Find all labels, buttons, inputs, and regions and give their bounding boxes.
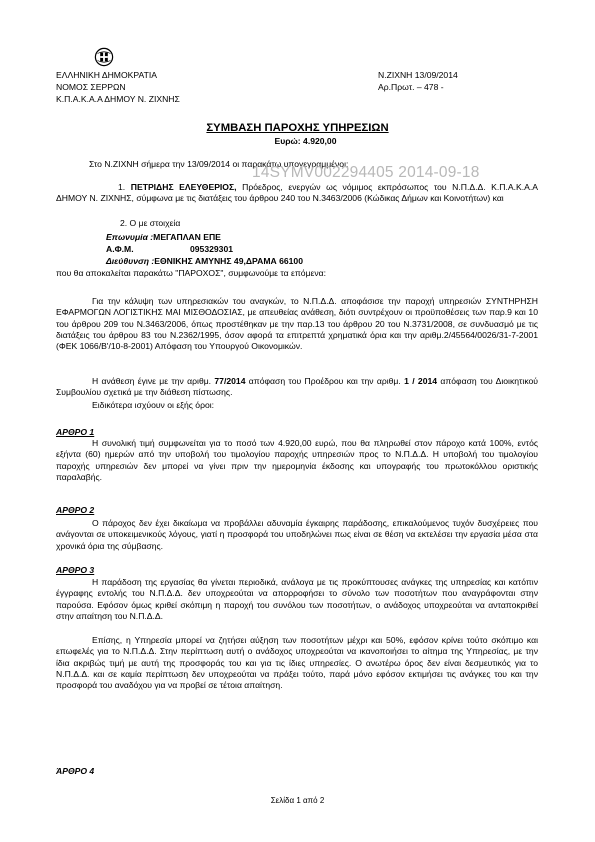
- preamble-paragraph-3: Ειδικότερα ισχύουν οι εξής όροι:: [92, 400, 215, 410]
- party-2-line: 2. Ο με στοιχεία: [120, 218, 181, 228]
- party-2-name-row: [106, 232, 221, 243]
- header-protocol-number: Αρ.Πρωτ. – 478 -: [378, 82, 444, 92]
- party-2-closing: που θα αποκαλείται παρακάτω "ΠΑΡΟΧΟΣ", συμφωνούμε τα επόμενα:: [56, 268, 327, 278]
- intro-line: Στο Ν.ΖΙΧΝΗ σήμερα την 13/09/2014 οι παρακάτω υπογεγραμμένοι:: [89, 159, 349, 169]
- page-number-footer: Σελίδα 1 από 2: [270, 796, 325, 805]
- header-date: Ν.ΖΙΧΝΗ 13/09/2014: [378, 70, 458, 80]
- article-2-paragraph: Ο πάροχος δεν έχει δικαίωμα να προβάλλει αδυναμία έγκαιρης παράδοσης, επικαλούμενος τυχόν δυσχέρειες που ανάγονται σε υποκειμενικούς λόγους, γιατί η προσφορά του υποδηλώνει πως είναι σε θέση να εκτελέσει την εργασία μέσα στα χρονικά όρια της σύμβασης.: [56, 518, 538, 551]
- afm-label: Α.Φ.Μ.: [106, 244, 134, 254]
- article-3-heading: ΑΡΘΡΟ 3: [56, 565, 95, 575]
- address-label: Διεύθυνση :: [106, 256, 155, 266]
- company-name-value: ΜΕΓΑΠΛΑΝ ΕΠΕ: [153, 232, 221, 242]
- party-2-address-row: [106, 256, 303, 267]
- party-2-afm-row: [106, 244, 233, 255]
- ada-watermark: 14SYMV002294405 2014-09-18: [252, 164, 480, 181]
- article-4-heading: ΆΡΘΡΟ 4: [56, 766, 95, 776]
- header-left-line-1: ΕΛΛΗΝΙΚΗ ΔΗΜΟΚΡΑΤΙΑ: [56, 70, 157, 80]
- company-name-label: Επωνυμία :: [106, 232, 154, 242]
- party-1-name: ΠΕΤΡΙΔΗΣ ΕΛΕΥΘΕΡΙΟΣ,: [130, 182, 237, 192]
- party-1-paragraph: 1. ΠΕΤΡΙΔΗΣ ΕΛΕΥΘΕΡΙΟΣ, Πρόεδρος, ενεργών ως νόμιμος εκπρόσωπος του Ν.Π.Δ.Δ. Κ.Π.Α.Κ.Α.Α ΔΗΜΟΥ Ν. ΖΙΧΝΗΣ, σύμφωνα με τις διατάξεις του άρθρου 240 του Ν.3463/2006 (Κώδικας Δήμων και Κοινοτήτων) και: [56, 182, 538, 204]
- document-title: ΣΥΜΒΑΣΗ ΠΑΡΟΧΗΣ ΥΠΗΡΕΣΙΩΝ: [206, 122, 389, 134]
- header-left-line-3: Κ.Π.Α.Κ.Α.Α ΔΗΜΟΥ Ν. ΖΙΧΝΗΣ: [56, 94, 180, 104]
- header-left-line-2: ΝΟΜΟΣ ΣΕΡΡΩΝ: [56, 82, 126, 92]
- article-1-heading: ΑΡΘΡΟ 1: [56, 427, 95, 437]
- contract-amount: Ευρώ: 4.920,00: [274, 136, 337, 146]
- greek-state-emblem-icon: [94, 47, 114, 67]
- address-value: ΕΘΝΙΚΗΣ ΑΜΥΝΗΣ 49,ΔΡΑΜΑ 66100: [154, 256, 303, 266]
- afm-value: 095329301: [190, 244, 234, 254]
- board-decision-number: 1 / 2014: [404, 376, 438, 386]
- article-3-paragraph-2: Επίσης, η Υπηρεσία μπορεί να ζητήσει αύξηση των ποσοτήτων μέχρι και 50%, εφόσον κρίνει τούτο σκόπιμο και επωφελές για το Ν.Π.Δ.Δ. Στην περίπτωση αυτή ο ανάδοχος υποχρεούται να ικανοποιήσει το αίτημα της Υπηρεσίας, με την ίδια ακριβώς τιμή με αυτή της προσφοράς του και για τις ίδιες υπηρεσίες. Ο ανωτέρω όρος δεν είναι δεσμευτικός για το Ν.Π.Δ.Δ. και σε καμία περίπτωση δεν υποχρεούται να πράξει τούτο, παρά μόνο εφόσον εκτιμήσει τις ανάγκες του και την προσφορά του αναδόχου για να προβεί σε τέτοια απαίτηση.: [56, 635, 538, 691]
- article-3-paragraph-1: Η παράδοση της εργασίας θα γίνεται περιοδικά, ανάλογα με τις προκύπτουσες ανάγκες της υπηρεσίας και κατόπιν έγγραφης εντολής του Ν.Π.Δ.Δ. δεν υποχρεούται να απορροφήσει το σύνολο των ποσοτήτων που αναγράφονται στην παρούσα. Εφόσον όμως κριθεί σκόπιμη η παροχή του συνόλου των ποσοτήτων, ο ανάδοχος υποχρεούται να ανταποκριθεί στην απαίτηση του Ν.Π.Δ.Δ.: [56, 577, 538, 621]
- article-1-paragraph: Η συνολική τιμή συμφωνείται για το ποσό των 4.920,00 ευρώ, που θα πληρωθεί στον πάροχο κατά 100%, εντός εξήντα (60) ημερών από την υποβολή του τιμολογίου παροχής υπηρεσιών προς το Ν.Π.Δ.Δ. Η υποβολή του τιμολογίου παροχής υπηρεσιών δεν μπορεί να γίνει πριν την ημερομηνία έκδοσης και υπογραφής του πρωτοκόλλου οριστικής παραλαβής.: [56, 438, 538, 482]
- preamble-paragraph-2: Η ανάθεση έγινε με την αριθμ. 77/2014 απόφαση του Προέδρου και την αριθμ. 1 / 2014 απόφαση του Διοικητικού Συμβουλίου σχετικά με την διάθεση πίστωσης.: [56, 376, 538, 398]
- preamble-paragraph-1: Για την κάλυψη των υπηρεσιακών του αναγκών, το Ν.Π.Δ.Δ. αποφάσισε την παροχή υπηρεσιών ΣΥΝΤΗΡΗΣΗ ΕΦΑΡΜΟΓΩΝ ΛΟΓΙΣΤΙΚΗΣ ΜΑΙ ΜΙΣΘΟΔΟΣΙΑΣ, με απευθείας ανάθεση, διότι συντρέχουν οι προϋποθέσεις των παρ.9 και 10 του άρθρου 209 του Ν.3463/2006, όπως προστέθηκαν με την παρ.13 του άρθρου 20 του Ν.3731/2008, σε συνδυασμό με τις διατάξεις του άρθρου 83 του Ν.2362/1995, όσον αφορά τα επιτρεπτά χρηματικά όρια και την αριθμ.2/45564/0026/31-7-2001 (ΦΕΚ 1066/Β'/10-8-2001) Απόφαση του Υπουργού Οικονομικών.: [56, 296, 538, 352]
- decision-number: 77/2014: [214, 376, 246, 386]
- article-2-heading: ΑΡΘΡΟ 2: [56, 505, 95, 515]
